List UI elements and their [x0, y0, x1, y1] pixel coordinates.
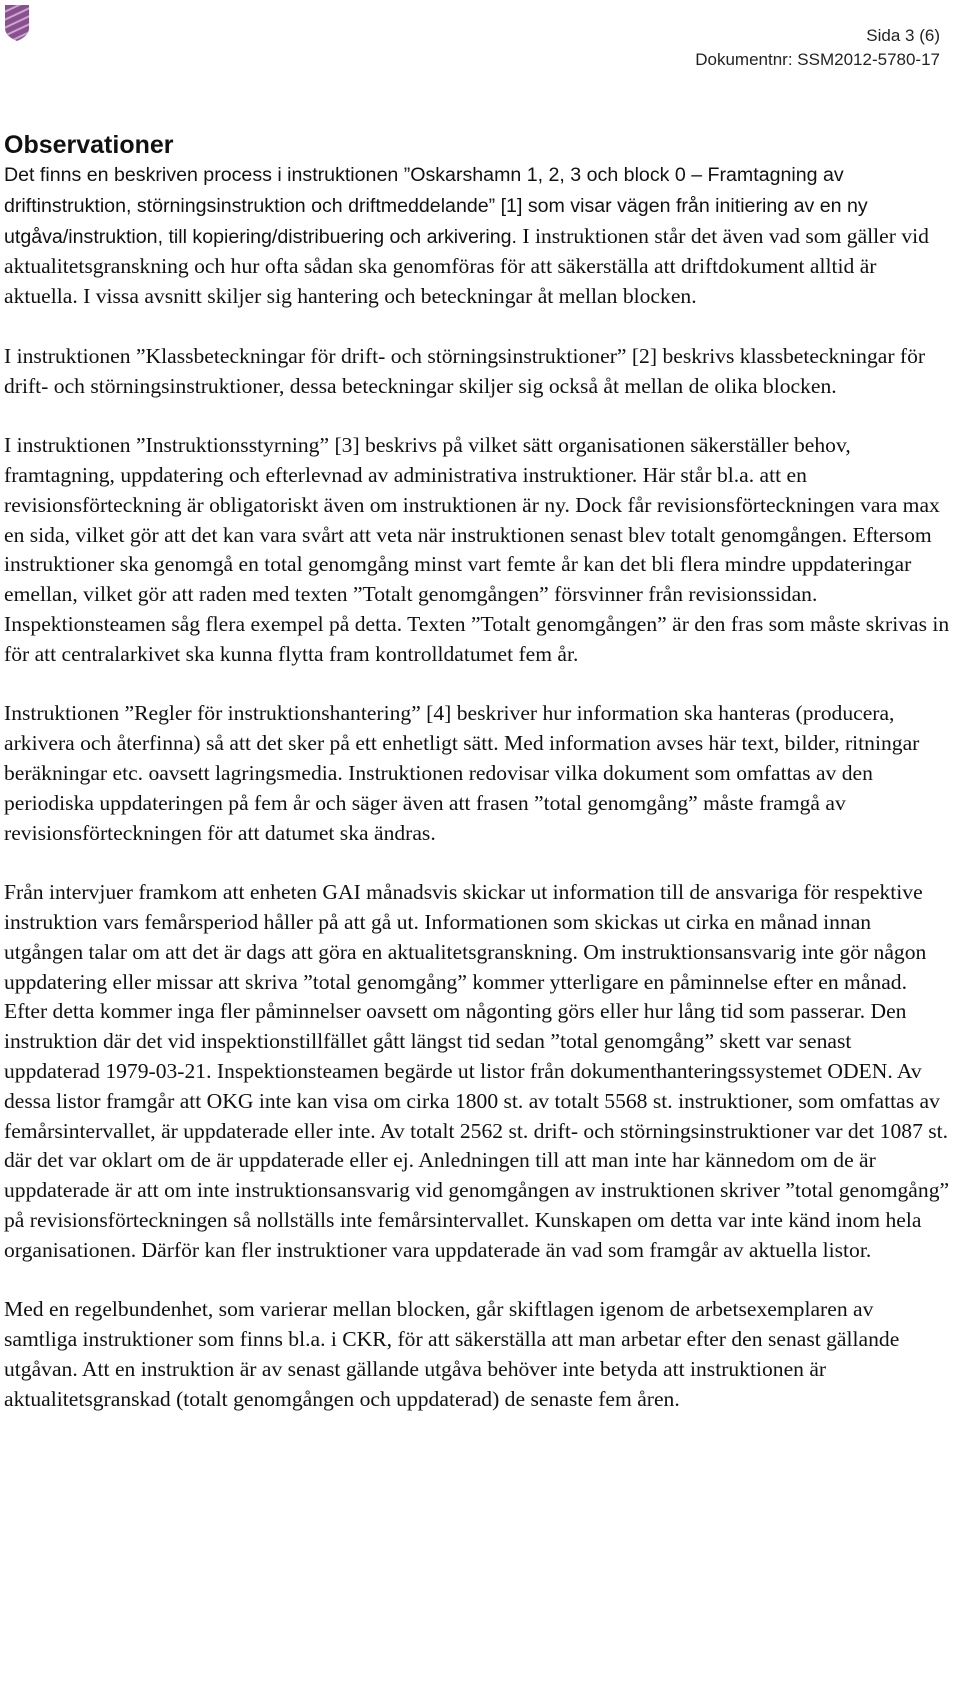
document-number: Dokumentnr: SSM2012-5780-17	[695, 50, 940, 69]
paragraph-interviews: Från intervjuer framkom att enheten GAI månadsvis skickar ut information till de ansvariga för respektive instruktion vars femårsperiod håller på att gå ut. Informationen som skickas ut cirka en månad innan utgången talar om att det är dags att göra en aktualitetsgranskning. Om instruktionsansvarig inte gör någon uppdatering eller missar att skriva ”total genomgång” kommer ytterligare en påminnelse efter en månad. Efter detta kommer inga fler påminnelser oavsett om någonting görs eller hur lång tid som passerar. Den instruktion där det vid inspektionstillfället gått längst tid sedan ”total genomgång” skett var senast uppdaterad 1979-03-21. Inspektionsteamen begärde ut listor från dokumenthanteringssystemet ODEN. Av dessa listor framgår att OKG inte kan visa om cirka 1800 st. av totalt 5568 st. instruktioner, som omfattas av femårsintervallet, är uppdaterade eller inte. Av totalt 2562 st. drift- och störningsinstruktioner var det 1087 st. där det var oklart om de är uppdaterade eller ej. Anledningen till att man inte har kännedom om de är uppdaterade är att om inte instruktionsansvarig vid genomgången av instruktionen skriver ”total genomgång” på revisionsförteckningen så nollställs inte femårsintervallet. Kunskapen om detta var inte känd inom hela organisationen. Därför kan fler instruktioner vara uppdaterade än vad som framgår av aktuella listor.	[4, 880, 950, 1262]
page-number: Sida 3 (6)	[866, 26, 940, 45]
paragraph-process-sans: Det finns en beskriven process i instruktionen ”Oskarshamn 1, 2, 3 och block 0 – Framtagning av driftinstruktion, störningsinstruktion och driftmeddelande” [1] som visar vägen från initiering av en ny utgåva/instruktion, till kopiering/distribuering och arkivering.	[4, 164, 868, 248]
paragraph-instruction-control: I instruktionen ”Instruktionsstyrning” [3] beskrivs på vilket sätt organisationen säkerställer behov, framtagning, uppdatering och efterlevnad av administrativa instruktioner. Här står bl.a. att en revisionsförteckning är obligatoriskt även om instruktionen är ny. Dock får revisionsförteckningen vara max en sida, vilket gör att det kan vara svårt att veta när instruktionen senast blev totalt genomgången. Eftersom instruktioner ska genomgå en total genomgång minst vart femte år kan det bli flera mindre uppdateringar emellan, vilket gör att raden med texten ”Totalt genomgången” försvinner från revisionssidan. Inspektionsteamen såg flera exempel på detta. Texten ”Totalt genomgången” är den fras som måste skrivas in för att centralarkivet ska kunna flytta fram kontrolldatumet fem år.	[4, 433, 950, 666]
section-heading: Observationer	[4, 131, 174, 159]
document-body	[4, 130, 950, 1444]
paragraph-classification: I instruktionen ”Klassbeteckningar för drift- och störningsinstruktioner” [2] beskrivs klassbeteckningar för drift- och störningsinstruktioner, dessa beteckningar skiljer sig också åt mellan de olika blocken.	[4, 343, 926, 398]
paragraph-shift-review: Med en regelbundenhet, som varierar mellan blocken, går skiftlagen igenom de arbetsexemplaren av samtliga instruktioner som finns bl.a. i CKR, för att säkerställa att man arbetar efter den senast gällande utgåvan. Att en instruktion är av senast gällande utgåva behöver inte betyda att instruktionen är aktualitetsgranskad (totalt genomgången och uppdaterad) de senaste fem åren.	[4, 1297, 900, 1411]
page-header	[695, 24, 940, 72]
ssm-logo-icon	[4, 4, 30, 42]
paragraph-process	[4, 160, 950, 312]
paragraph-process-serif: I instruktionen står det även vad som gäller vid aktualitetsgranskning och hur ofta sådan ska genomföras för att säkerställa att driftdokument alltid är aktuella. I vissa avsnitt skiljer sig hantering och beteckningar åt mellan blocken.	[4, 223, 929, 309]
paragraph-instruction-rules: Instruktionen ”Regler för instruktionshantering” [4] beskriver hur information ska hanteras (producera, arkivera och återfinna) så att det sker på ett enhetligt sätt. Med information avses här text, bilder, ritningar beräkningar etc. oavsett lagringsmedia. Instruktionen redovisar vilka dokument som omfattas av den periodiska uppdateringen på fem år och säger även att frasen ”total genomgång” måste framgå av revisionsförteckningen för att datumet ska ändras.	[4, 701, 920, 845]
